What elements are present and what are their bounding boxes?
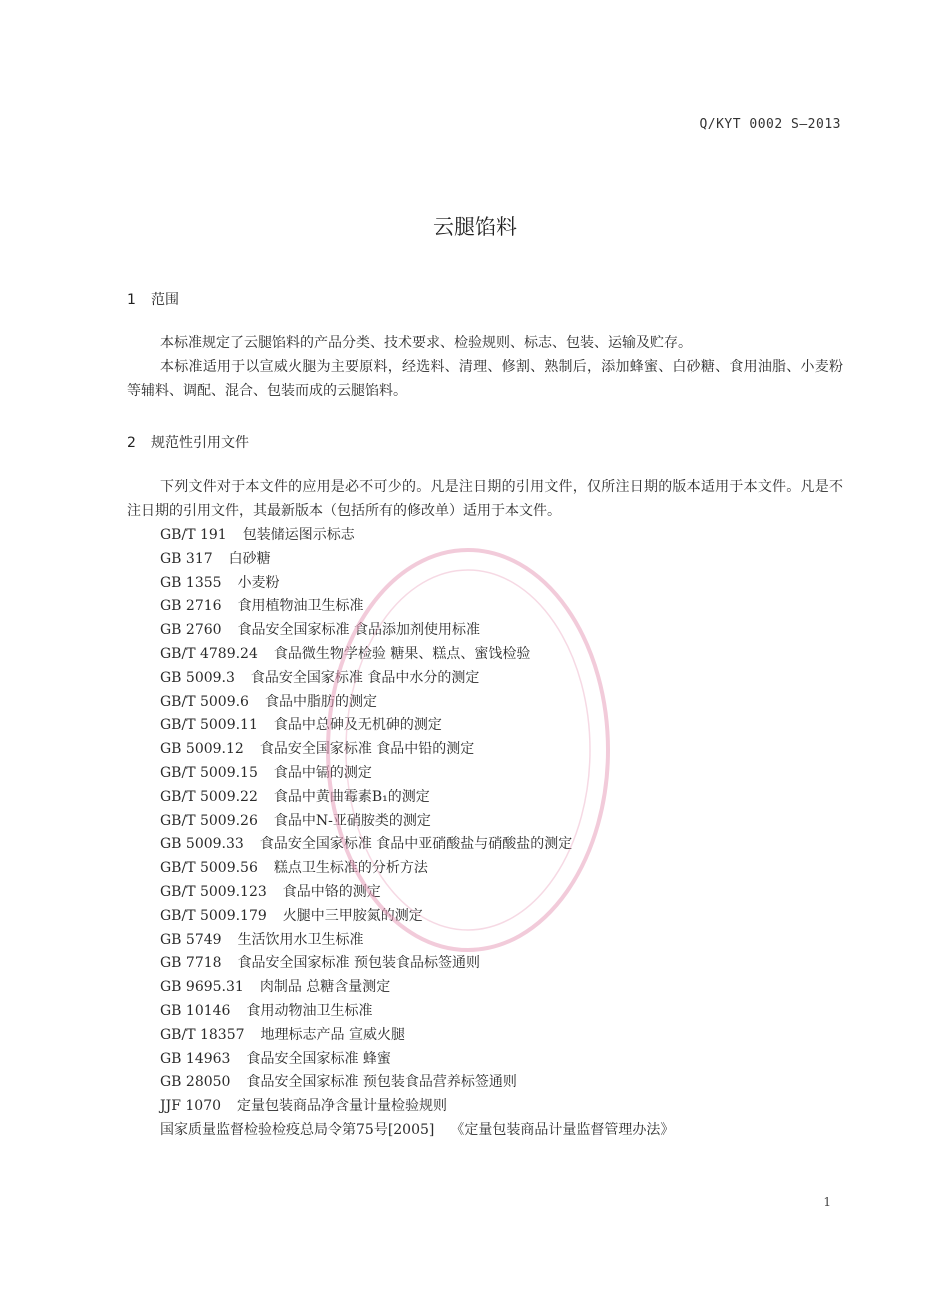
document-code: Q/KYT 0002 S—2013 xyxy=(699,117,841,132)
reference-item xyxy=(160,905,674,929)
reference-code: GB/T 5009.6 xyxy=(160,693,249,710)
reference-code: GB 5009.33 xyxy=(160,836,244,853)
reference-code: GB 5009.12 xyxy=(160,741,244,758)
reference-code: GB/T 5009.123 xyxy=(160,883,267,900)
reference-title: 小麦粉 xyxy=(237,574,280,591)
reference-title: 《定量包装商品计量监督管理办法》 xyxy=(450,1121,675,1138)
section-title: 范围 xyxy=(151,292,179,308)
reference-item xyxy=(160,881,674,905)
reference-item xyxy=(160,857,674,881)
reference-code: GB/T 5009.56 xyxy=(160,860,258,877)
reference-code: GB 1355 xyxy=(160,574,222,591)
reference-title: 食品中N-亚硝胺类的测定 xyxy=(273,812,431,829)
reference-title: 食品安全国家标准 预包装食品营养标签通则 xyxy=(246,1074,517,1091)
reference-title: 食用植物油卫生标准 xyxy=(237,598,364,615)
reference-code: GB 5009.3 xyxy=(160,669,235,686)
section-number: 1 xyxy=(127,292,136,308)
reference-title: 食品安全国家标准 食品添加剂使用标准 xyxy=(237,622,481,639)
reference-item xyxy=(160,548,674,572)
section-number: 2 xyxy=(127,435,136,451)
section-2-heading xyxy=(127,432,249,452)
reference-code: GB 2760 xyxy=(160,622,222,639)
reference-title: 糕点卫生标准的分析方法 xyxy=(273,860,428,877)
reference-title: 食品中黄曲霉素B₁的测定 xyxy=(273,788,430,805)
reference-title: 定量包装商品净含量计量检验规则 xyxy=(237,1098,448,1115)
reference-item xyxy=(160,833,674,857)
reference-title: 食品中总砷及无机砷的测定 xyxy=(273,717,442,734)
reference-title: 肉制品 总糖含量测定 xyxy=(259,979,391,996)
reference-code: GB/T 4789.24 xyxy=(160,645,258,662)
reference-code: GB 9695.31 xyxy=(160,979,244,996)
reference-item xyxy=(160,952,674,976)
reference-item xyxy=(160,1024,674,1048)
reference-title: 食品中铬的测定 xyxy=(282,883,381,900)
reference-title: 食品安全国家标准 蜂蜜 xyxy=(246,1050,391,1067)
document-title: 云腿馅料 xyxy=(433,215,517,239)
reference-title: 白砂糖 xyxy=(228,550,271,567)
reference-code: GB 14963 xyxy=(160,1050,231,1067)
reference-item xyxy=(160,929,674,953)
reference-item xyxy=(160,714,674,738)
section-2-paragraph-1: 下列文件对于本文件的应用是必不可少的。凡是注日期的引用文件，仅所注日期的版本适用于本文件。凡是不注日期的引用文件，其最新版本（包括所有的修改单）适用于本文件。 xyxy=(127,479,843,519)
reference-title: 食品中镉的测定 xyxy=(273,764,372,781)
reference-item xyxy=(160,1095,674,1119)
reference-item xyxy=(160,619,674,643)
reference-title: 火腿中三甲胺氮的测定 xyxy=(282,907,423,924)
reference-code: GB 5749 xyxy=(160,931,222,948)
reference-list xyxy=(160,524,674,1143)
reference-item xyxy=(160,762,674,786)
reference-code: GB/T 191 xyxy=(160,527,227,543)
reference-code: GB 2716 xyxy=(160,598,222,615)
reference-title: 包装储运图示标志 xyxy=(242,527,355,543)
reference-code: GB/T 5009.15 xyxy=(160,764,258,781)
reference-title: 食品中脂肪的测定 xyxy=(264,693,377,710)
reference-code: JJF 1070 xyxy=(160,1098,222,1115)
reference-code: GB 317 xyxy=(160,550,213,567)
reference-item xyxy=(160,524,674,548)
reference-code: 国家质量监督检验检疫总局令第75号[2005] xyxy=(160,1121,435,1138)
reference-code: GB/T 5009.26 xyxy=(160,812,258,829)
reference-title: 食用动物油卫生标准 xyxy=(246,1002,373,1019)
reference-code: GB/T 5009.179 xyxy=(160,907,267,924)
reference-item xyxy=(160,1119,674,1143)
reference-item xyxy=(160,810,674,834)
reference-item xyxy=(160,667,674,691)
reference-item xyxy=(160,1048,674,1072)
reference-code: GB/T 5009.11 xyxy=(160,717,258,734)
reference-title: 食品安全国家标准 食品中水分的测定 xyxy=(250,669,480,686)
reference-item xyxy=(160,595,674,619)
section-1-heading xyxy=(127,289,179,309)
section-1-paragraph-2: 本标准适用于以宣威火腿为主要原料，经选料、清理、修割、熟制后，添加蜂蜜、白砂糖、食用油脂、小麦粉等辅料、调配、混合、包装而成的云腿馅料。 xyxy=(127,359,843,399)
reference-item xyxy=(160,976,674,1000)
reference-code: GB 7718 xyxy=(160,955,222,972)
reference-code: GB 28050 xyxy=(160,1074,231,1091)
reference-title: 生活饮用水卫生标准 xyxy=(237,931,364,948)
reference-item xyxy=(160,786,674,810)
reference-title: 食品安全国家标准 预包装食品标签通则 xyxy=(237,955,481,972)
reference-item xyxy=(160,738,674,762)
reference-title: 食品微生物学检验 糖果、糕点、蜜饯检验 xyxy=(273,645,531,662)
reference-item xyxy=(160,643,674,667)
reference-item xyxy=(160,691,674,715)
reference-code: GB/T 5009.22 xyxy=(160,788,258,805)
section-title: 规范性引用文件 xyxy=(151,435,249,451)
section-1-paragraph-1: 本标准规定了云腿馅料的产品分类、技术要求、检验规则、标志、包装、运输及贮存。 xyxy=(160,335,692,351)
reference-code: GB 10146 xyxy=(160,1002,231,1019)
reference-title: 食品安全国家标准 食品中亚硝酸盐与硝酸盐的测定 xyxy=(259,836,573,853)
page-number: 1 xyxy=(823,1195,831,1209)
reference-item xyxy=(160,1071,674,1095)
reference-title: 地理标志产品 宣威火腿 xyxy=(260,1026,405,1043)
reference-item xyxy=(160,572,674,596)
reference-item xyxy=(160,1000,674,1024)
reference-title: 食品安全国家标准 食品中铅的测定 xyxy=(259,741,475,758)
reference-code: GB/T 18357 xyxy=(160,1026,245,1043)
